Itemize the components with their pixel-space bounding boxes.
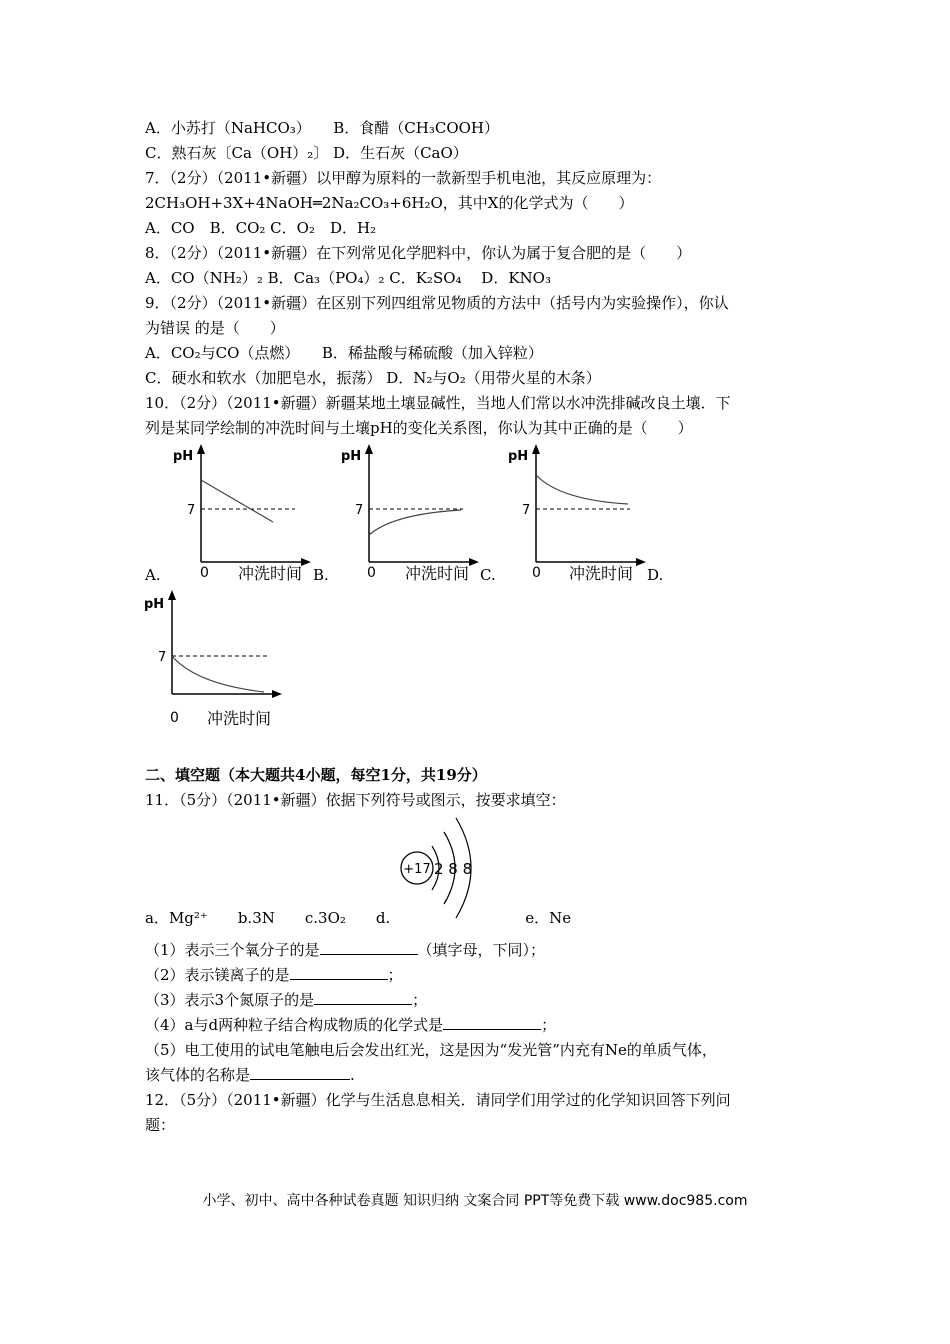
q7-stem: 7．（2分）（2011•新疆）以甲醇为原料的一款新型手机电池，其反应原理为：	[145, 169, 662, 187]
q11-part-2-text: （2）表示镁离子的是	[145, 966, 290, 984]
q11-part-2-suffix: ；	[387, 966, 403, 984]
q9-stem-cont: 为错误 的是（ ）	[145, 319, 285, 337]
q6-options-ab: A．小苏打（NaHCO₃） B．食醋（CH₃COOH）	[145, 119, 500, 137]
graph-b-seven: 7	[355, 503, 364, 518]
q11-part-2	[145, 965, 403, 985]
graph-c-seven: 7	[522, 503, 531, 518]
q11-part-3-suffix: ；	[412, 991, 428, 1009]
graph-a-x-label: 冲洗时间	[238, 564, 303, 583]
graph-d-origin: 0	[170, 710, 179, 726]
q9-options-cd: C．硬水和软水（加肥皂水，振荡） D．N₂与O₂（用带火星的木条）	[145, 369, 601, 387]
graph-a-y-label: pH	[173, 449, 194, 464]
q10-stem: 10．（2分）（2011•新疆）新疆某地土壤显碱性，当地人们常以水冲洗排碱改良土壤．下	[145, 394, 731, 412]
graph-d	[138, 588, 288, 713]
graph-d-seven: 7	[158, 650, 167, 665]
q11-part-1-suffix: （填字母，下同）；	[417, 941, 546, 959]
q7-equation: 2CH₃OH+3X+4NaOH═2Na₂CO₃+6H₂O，其中X的化学式为（ ）	[145, 194, 634, 212]
graph-a-origin: 0	[200, 565, 209, 581]
graph-b-y-label: pH	[341, 449, 362, 464]
q11-part-4-suffix: ；	[541, 1016, 557, 1034]
atom-nucleus: +17	[403, 862, 431, 877]
q9-stem: 9．（2分）（2011•新疆）在区别下列四组常见物质的方法中（括号内为实验操作），你认	[145, 294, 729, 312]
q11-part-4-text: （4）a与d两种粒子结合构成物质的化学式是	[145, 1016, 444, 1034]
option-a-label: A.	[145, 566, 161, 584]
q9-options-ab: A．CO₂与CO（点燃） B．稀盐酸与稀硫酸（加入锌粒）	[145, 344, 543, 362]
q11-part-1-text: （1）表示三个氧分子的是	[145, 941, 320, 959]
q11-part-3	[145, 990, 427, 1010]
section-2-heading: 二、填空题（本大题共4小题，每空1分，共19分）	[145, 766, 487, 784]
graph-d-x-label: 冲洗时间	[207, 709, 272, 728]
q7-options: A．CO B．CO₂ C．O₂ D．H₂	[145, 219, 377, 237]
q11-stem: 11．（5分）（2011•新疆）依据下列符号或图示，按要求填空：	[145, 791, 566, 809]
graph-d-y-label: pH	[144, 597, 165, 612]
q12-stem-cont: 题：	[145, 1116, 176, 1134]
q8-options: A．CO（NH₂）₂ B．Ca₃（PO₄）₂ C．K₂SO₄ D．KNO₃	[145, 269, 551, 287]
q11-part-3-blank[interactable]	[314, 990, 412, 1005]
option-c-label: C.	[480, 566, 496, 584]
q11-part-5-blank[interactable]	[250, 1065, 350, 1080]
q11-part-3-text: （3）表示3个氮原子的是	[145, 991, 315, 1009]
q8-stem: 8．（2分）（2011•新疆）在下列常见化学肥料中，你认为属于复合肥的是（ ）	[145, 244, 692, 262]
q10-stem-cont: 列是某同学绘制的冲洗时间与土壤pH的变化关系图，你认为其中正确的是（ ）	[145, 419, 693, 437]
q11-options: a．Mg²⁺ b.3N c.3O₂ d. e．Ne	[145, 909, 572, 927]
q6-options-cd: C．熟石灰〔Ca（OH）₂〕 D．生石灰（CaO）	[145, 144, 468, 162]
q12-stem: 12．（5分）（2011•新疆）化学与生活息息相关．请同学们用学过的化学知识回答下列问	[145, 1091, 731, 1109]
graph-a-seven: 7	[187, 503, 196, 518]
page-footer: 小学、初中、高中各种试卷真题 知识归纳 文案合同 PPT等免费下载 www.doc985.com	[202, 1193, 748, 1209]
graph-b-x-label: 冲洗时间	[405, 564, 470, 583]
graph-b-origin: 0	[367, 565, 376, 581]
option-b-label: B.	[313, 566, 329, 584]
q11-part-1-blank[interactable]	[320, 940, 418, 955]
graph-c-origin: 0	[532, 565, 541, 581]
q11-part-4-blank[interactable]	[443, 1015, 541, 1030]
q11-part-5-cont	[145, 1065, 355, 1085]
graph-c-y-label: pH	[508, 449, 529, 464]
q11-part-1	[145, 940, 545, 960]
q11-part-4	[145, 1015, 556, 1035]
q11-part-5: （5）电工使用的试电笔触电后会发出红光，这是因为“发光管”内充有Ne的单质气体，	[145, 1041, 717, 1059]
q11-part-5-text: 该气体的名称是	[145, 1066, 251, 1084]
q11-part-2-blank[interactable]	[290, 965, 388, 980]
option-d-label: D.	[647, 566, 664, 584]
atom-shells: 2 8 8	[434, 860, 473, 878]
q11-part-5-suffix: .	[350, 1066, 355, 1084]
graph-c-x-label: 冲洗时间	[569, 564, 634, 583]
